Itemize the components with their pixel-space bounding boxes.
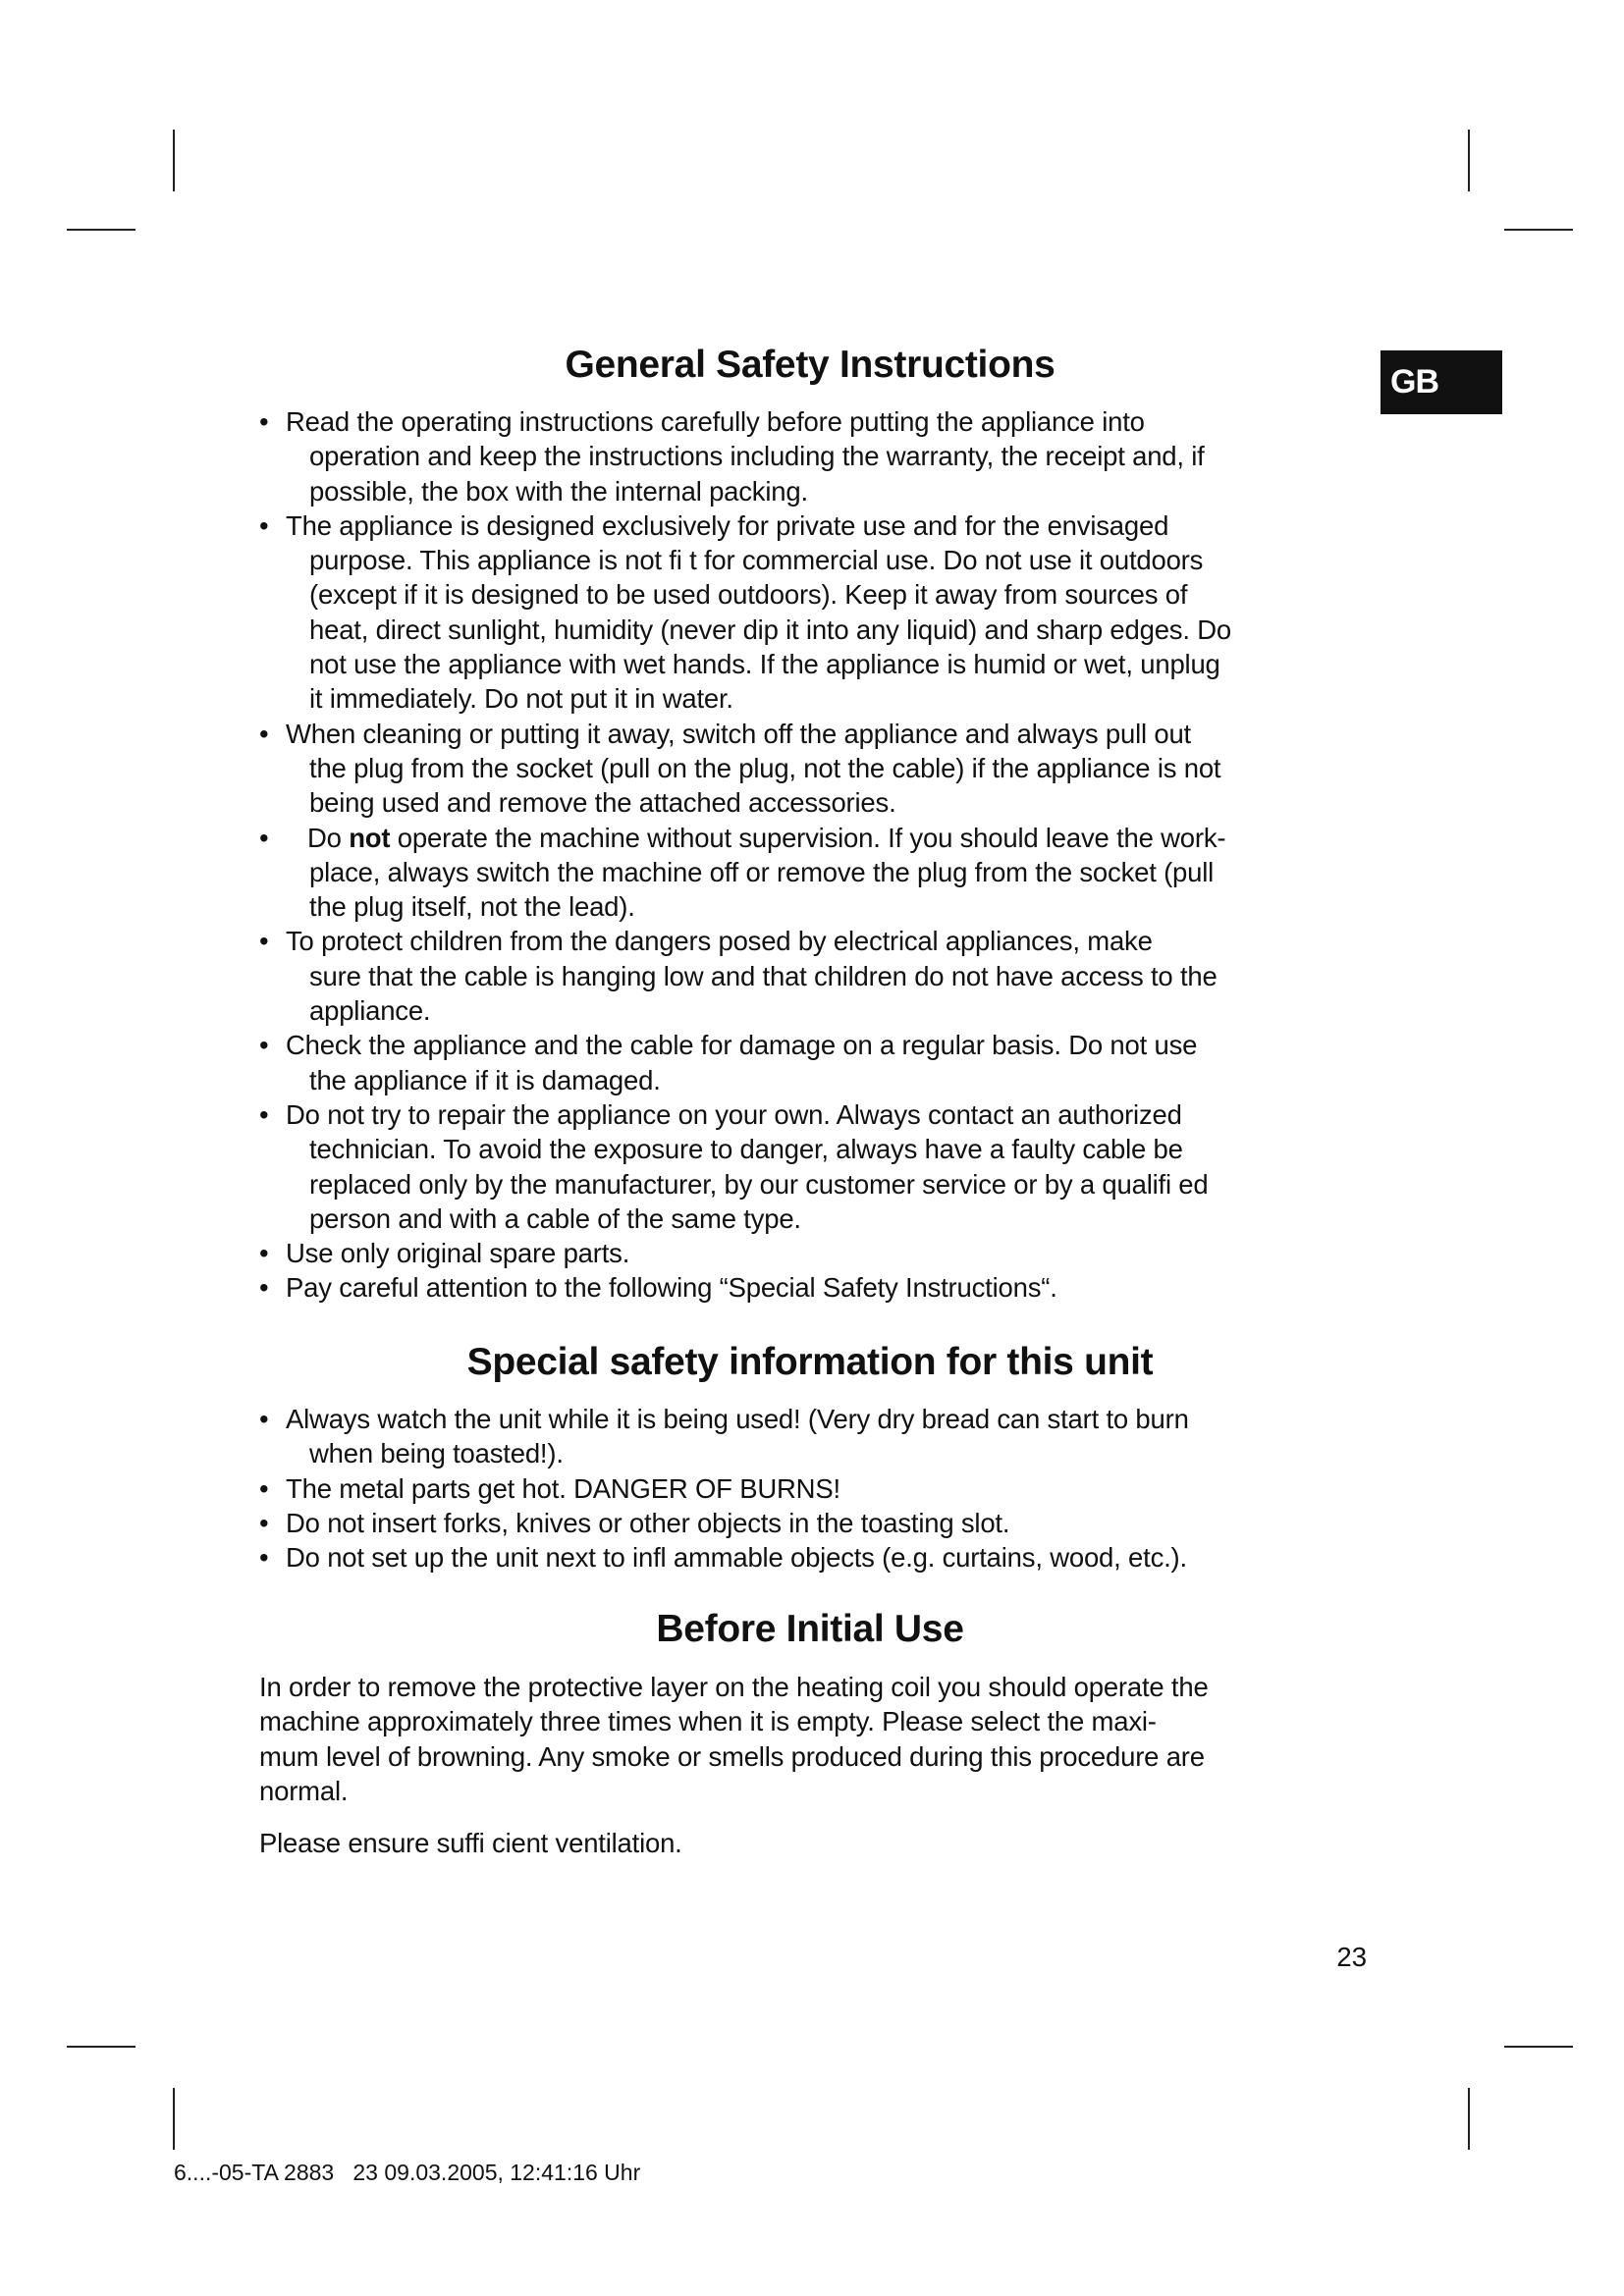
item-line: it immediately. Do not put it in water. — [309, 683, 733, 715]
item-line: person and with a cable of the same type. — [309, 1202, 801, 1234]
bullet-icon: • — [259, 1472, 269, 1504]
language-tab: GB — [1380, 350, 1502, 414]
crop-mark-top-right-horizontal — [1504, 229, 1573, 231]
item-line: When cleaning or putting it away, switch off the appliance and always pull out — [286, 718, 1191, 749]
crop-mark-top-left-vertical — [173, 130, 175, 191]
item-line — [286, 821, 1379, 855]
list-item — [259, 821, 1379, 925]
paragraph-line: mum level of browning. Any smoke or smells produced during this procedure are — [259, 1740, 1205, 1772]
ventilation-paragraph: Please ensure suffi cient ventilation. — [259, 1828, 682, 1858]
item-line: (except if it is designed to be used outdoors). Keep it away from sources of — [309, 579, 1188, 611]
bullet-icon: • — [259, 718, 269, 749]
print-footer: 6....-05-TA 2883 23 09.03.2005, 12:41:16 Uhr — [174, 2160, 641, 2185]
bullet-icon: • — [259, 1542, 269, 1574]
paragraph-line: In order to remove the protective layer on the heating coil you should operate the — [259, 1672, 1209, 1702]
item-line: Use only original spare parts. — [286, 1238, 630, 1269]
special-safety-list — [259, 1402, 1379, 1575]
item-line: Pay careful attention to the following “Special Safety Instructions“. — [286, 1272, 1057, 1304]
general-safety-heading: General Safety Instructions — [565, 344, 1056, 386]
line-text: Do — [307, 822, 350, 853]
item-line: replaced only by the manufacturer, by our customer service or by a qualifi ed — [309, 1168, 1209, 1200]
bullet-icon: • — [259, 1507, 269, 1538]
crop-mark-top-left-horizontal — [67, 229, 135, 231]
list-item — [259, 1506, 1379, 1540]
list-item — [259, 1270, 1379, 1305]
paragraph-line: machine approximately three times when it is empty. Please select the maxi- — [259, 1706, 1157, 1737]
bullet-icon: • — [259, 1098, 269, 1130]
crop-mark-bottom-left-horizontal — [67, 2046, 135, 2048]
item-line: Check the appliance and the cable for damage on a regular basis. Do not use — [286, 1030, 1198, 1061]
item-line: Do not insert forks, knives or other objects in the toasting slot. — [286, 1507, 1010, 1538]
item-line: the plug from the socket (pull on the plug, not the cable) if the appliance is not — [309, 752, 1221, 783]
item-line: Always watch the unit while it is being used! (Very dry bread can start to burn — [286, 1404, 1189, 1434]
bullet-icon: • — [259, 822, 269, 853]
list-item — [259, 717, 1379, 821]
initial-use-paragraph — [259, 1670, 1209, 1808]
page-number: 23 — [1336, 1942, 1367, 1972]
list-item — [259, 1402, 1379, 1471]
crop-mark-bottom-right-vertical — [1468, 2088, 1470, 2150]
emphasis-text: not — [349, 822, 391, 853]
initial-use-heading: Before Initial Use — [656, 1608, 964, 1650]
paragraph-line: normal. — [259, 1775, 349, 1806]
item-line: The appliance is designed exclusively for private use and for the envisaged — [286, 509, 1169, 541]
crop-mark-top-right-vertical — [1468, 130, 1470, 191]
item-line: possible, the box with the internal packing. — [309, 475, 808, 507]
item-line: the appliance if it is damaged. — [309, 1064, 661, 1095]
item-line: when being toasted!). — [309, 1438, 564, 1469]
list-item — [259, 1097, 1379, 1236]
item-line: Do not set up the unit next to infl ammable objects (e.g. curtains, wood, etc.). — [286, 1542, 1187, 1574]
bullet-icon: • — [259, 926, 269, 957]
bullet-icon: • — [259, 1238, 269, 1269]
item-line: To protect children from the dangers posed by electrical appliances, make — [286, 926, 1153, 957]
item-line: The metal parts get hot. DANGER OF BURNS! — [286, 1472, 840, 1504]
crop-mark-bottom-right-horizontal — [1504, 2046, 1573, 2048]
item-line: purpose. This appliance is not fi t for commercial use. Do not use it outdoors — [309, 545, 1204, 576]
list-item — [259, 1471, 1379, 1506]
list-item — [259, 1236, 1379, 1270]
list-item — [259, 404, 1379, 508]
item-line: sure that the cable is hanging low and that children do not have access to the — [309, 960, 1218, 991]
bullet-icon: • — [259, 1030, 269, 1061]
item-line: appliance. — [309, 995, 431, 1027]
bullet-icon: • — [259, 1272, 269, 1304]
bullet-icon: • — [259, 509, 269, 541]
list-item — [259, 508, 1379, 717]
list-item — [259, 924, 1379, 1028]
bullet-icon: • — [259, 406, 269, 437]
line-text: operate the machine without supervision. If you should leave the work- — [390, 822, 1226, 853]
bullet-icon: • — [259, 1404, 269, 1434]
list-item — [259, 1540, 1379, 1575]
general-safety-list — [259, 404, 1379, 1306]
list-item — [259, 1028, 1379, 1097]
special-safety-heading: Special safety information for this unit — [466, 1341, 1154, 1383]
item-line: being used and remove the attached accessories. — [309, 787, 896, 819]
crop-mark-bottom-left-vertical — [173, 2088, 175, 2150]
item-line: Do not try to repair the appliance on your own. Always contact an authorized — [286, 1098, 1182, 1130]
item-line: place, always switch the machine off or remove the plug from the socket (pull — [309, 856, 1215, 887]
item-line: technician. To avoid the exposure to danger, always have a faulty cable be — [309, 1134, 1183, 1165]
item-line: the plug itself, not the lead). — [309, 891, 635, 923]
item-line: operation and keep the instructions including the warranty, the receipt and, if — [309, 441, 1205, 472]
item-line: Read the operating instructions carefully before putting the appliance into — [286, 406, 1145, 437]
item-line: not use the appliance with wet hands. If the appliance is humid or wet, unplug — [309, 649, 1220, 680]
item-line: heat, direct sunlight, humidity (never dip it into any liquid) and sharp edges. Do — [309, 614, 1231, 645]
